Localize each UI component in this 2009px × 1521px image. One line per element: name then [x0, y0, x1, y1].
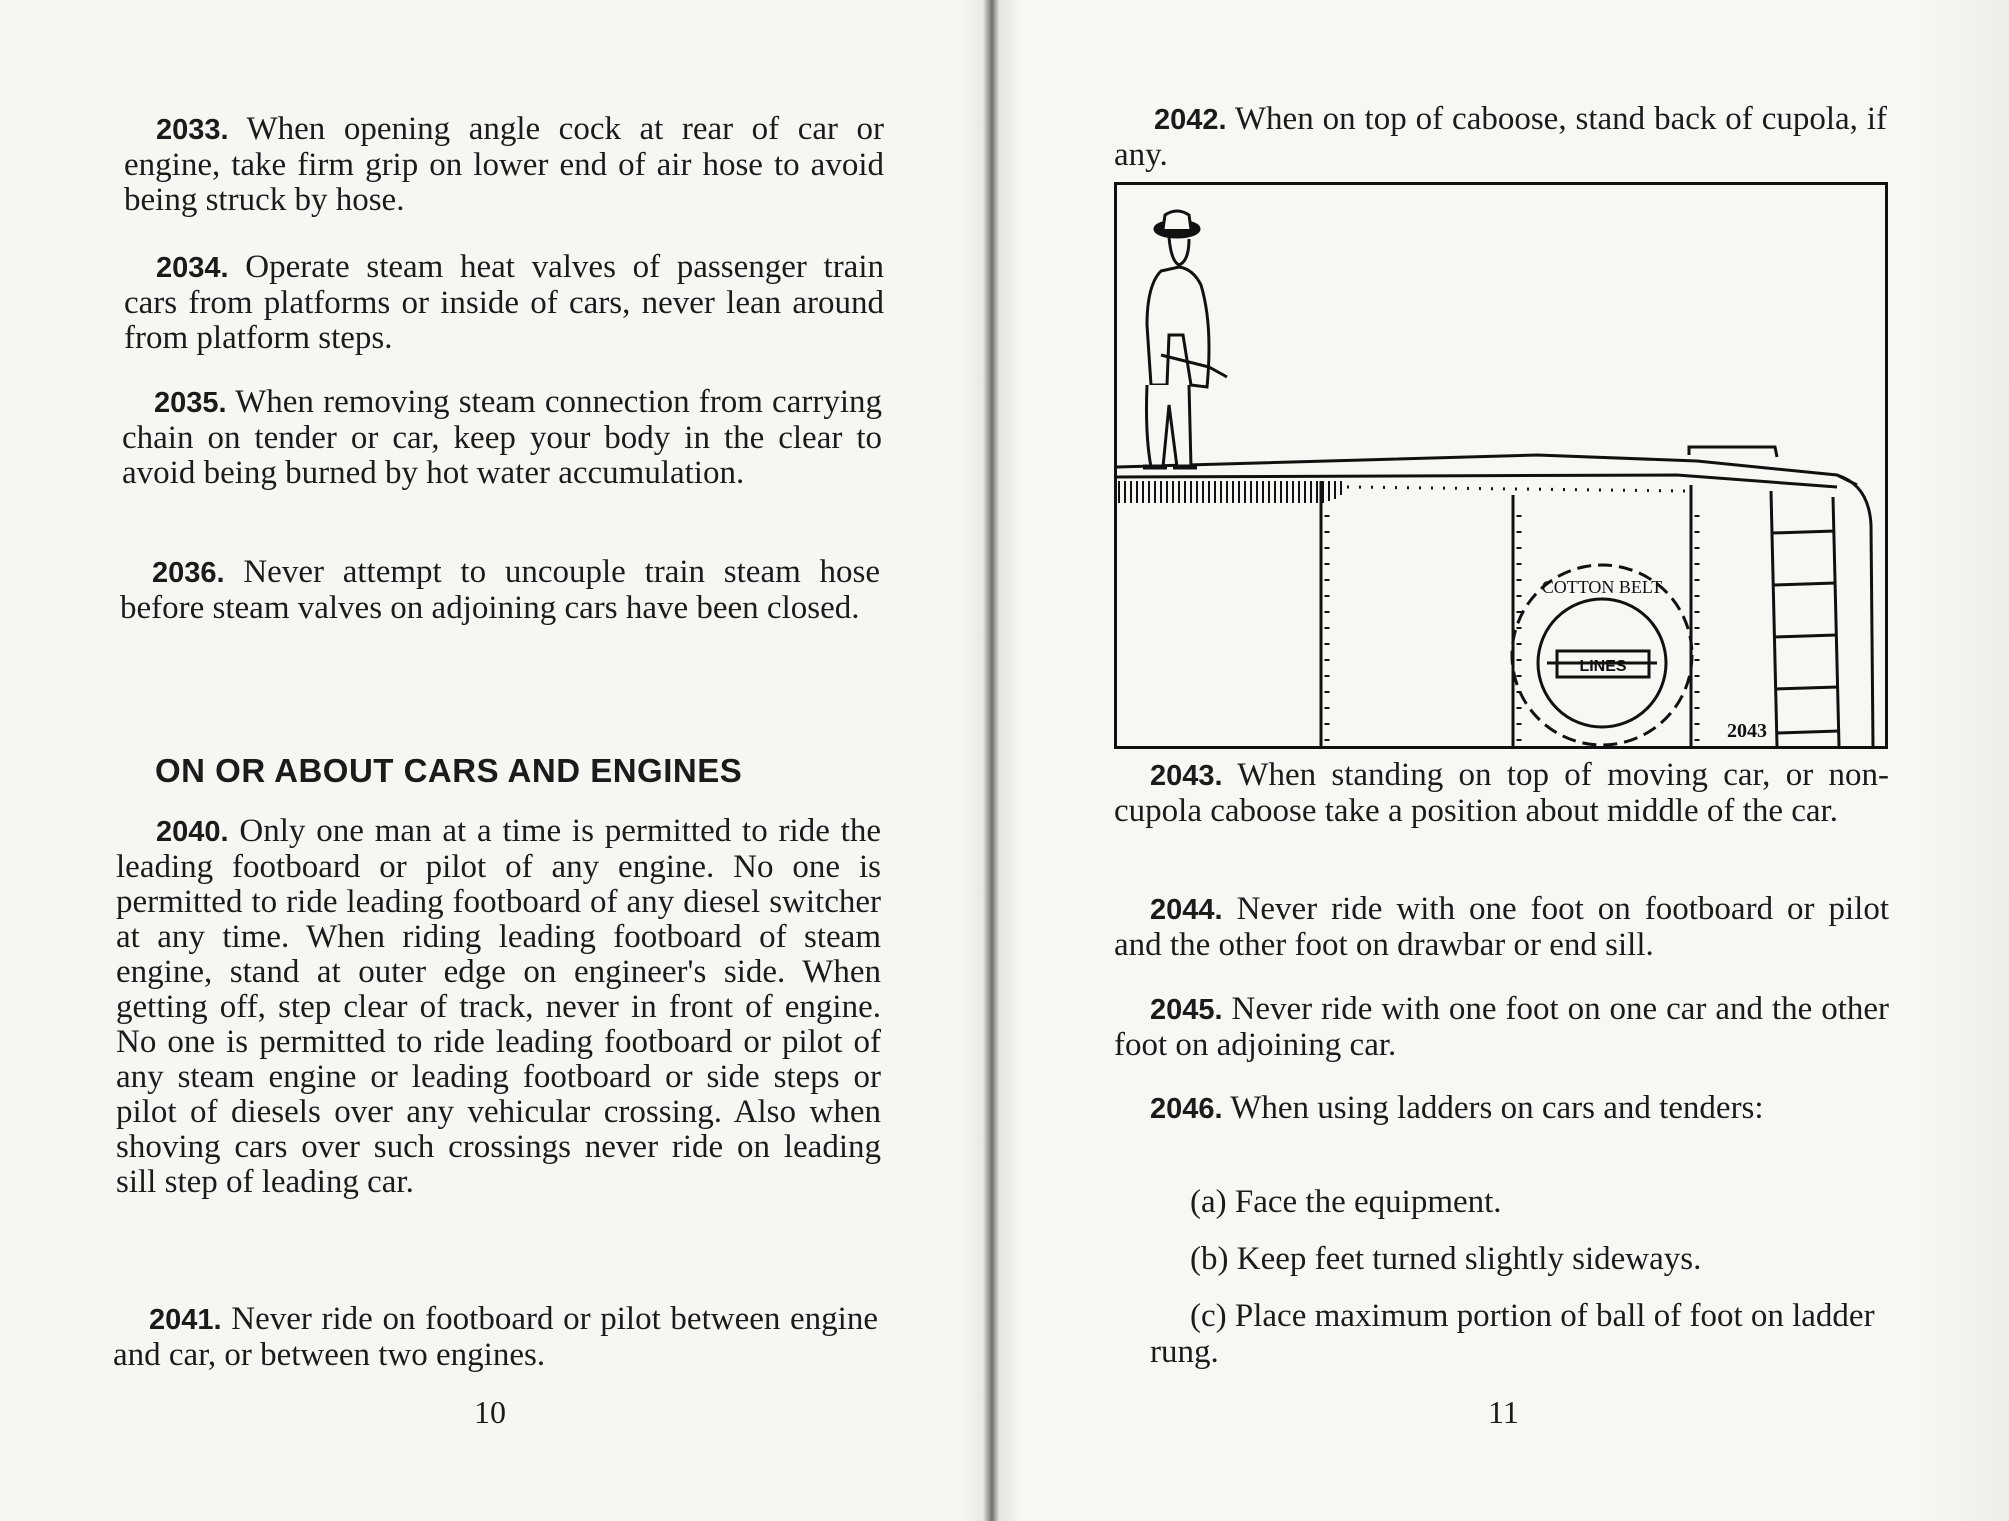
paragraph-2036 [120, 555, 880, 626]
paragraph-2040 [116, 814, 881, 1200]
sub-item-c [1150, 1298, 1890, 1370]
paragraph-2046 [1114, 1091, 1889, 1127]
sub-item-a [1190, 1184, 1890, 1220]
rule-text: Never ride with one foot on one car and the other foot on adjoining car. [1114, 991, 1890, 1063]
rule-text: When using ladders on cars and tenders: [1230, 1090, 1764, 1126]
sub-item-label: (a) [1190, 1184, 1227, 1220]
page-edge-shade [1919, 0, 2009, 1521]
paragraph-2043 [1114, 758, 1889, 829]
emblem-text-center: LINES [1579, 658, 1627, 675]
rule-text: When standing on top of moving car, or non-cupola caboose take a position about middle of the car. [1114, 757, 1890, 829]
left-page [0, 0, 990, 1521]
sub-item-label: (c) [1190, 1298, 1227, 1334]
rule-number: 2043. [1150, 760, 1223, 792]
rule-number: 2046. [1150, 1093, 1223, 1125]
paragraph-2044 [1114, 892, 1889, 963]
rule-number: 2034. [156, 252, 229, 284]
sub-item-label: (b) [1190, 1241, 1229, 1277]
rule-number: 2042. [1154, 104, 1227, 136]
emblem-text-top: COTTON BELT [1541, 577, 1663, 597]
rule-text: Never attempt to uncouple train steam hose before steam valves on adjoining cars have been closed. [120, 554, 881, 626]
rule-number: 2044. [1150, 894, 1223, 926]
rule-text: When removing steam connection from carrying chain on tender or car, keep your body in the clear to avoid being burned by hot water accumulation. [122, 384, 883, 491]
rule-text: Only one man at a time is permitted to ride the leading footboard or pilot of any engine. No one is permitted to ride leading footboard of any diesel switcher at any time. When riding leading footboard of steam engine, stand at outer edge on engineer's side. When getting off, step clear of track, never in front of engine. No one is permitted to ride leading footboard or pilot of any steam engine or leading footboard or side steps or pilot of diesels over any vehicular crossing. Also when shoving cars over such crossings never ride on leading sill step of leading car. [116, 813, 881, 1200]
paragraph-2045 [1114, 992, 1889, 1063]
paragraph-2035 [122, 385, 882, 491]
rule-number: 2045. [1150, 994, 1223, 1026]
rule-text: Never ride on footboard or pilot between engine and car, or between two engines. [113, 1301, 878, 1373]
sub-item-b [1190, 1241, 1890, 1277]
paragraph-2034 [124, 250, 884, 356]
book-gutter [962, 0, 1022, 1521]
page-number: 10 [474, 1394, 506, 1430]
rule-number: 2041. [149, 1304, 222, 1336]
rule-text: Operate steam heat valves of passenger train cars from platforms or inside of cars, never lean around from platform steps. [124, 249, 885, 356]
sub-item-text: Keep feet turned slightly sideways. [1236, 1241, 1702, 1277]
page-number: 11 [1488, 1394, 1519, 1430]
paragraph-2042 [1114, 102, 1887, 173]
rule-number: 2040. [156, 816, 229, 848]
caboose-drawing [1117, 185, 1885, 746]
rule-text: Never ride with one foot on footboard or pilot and the other foot on drawbar or end sill. [1114, 891, 1890, 963]
paragraph-2033 [124, 112, 884, 218]
rule-text: When opening angle cock at rear of car or engine, take firm grip on lower end of air hose to avoid being struck by hose. [124, 111, 884, 218]
sub-item-text: Place maximum portion of ball of foot on ladder rung. [1150, 1298, 1875, 1370]
rule-text: When on top of caboose, stand back of cupola, if any. [1114, 101, 1887, 173]
figure-caption-number: 2043 [1727, 720, 1767, 742]
rule-number: 2036. [152, 557, 225, 589]
rule-number: 2035. [154, 387, 227, 419]
rule-number: 2033. [156, 114, 229, 146]
paragraph-2041 [113, 1302, 878, 1373]
section-heading: ON OR ABOUT CARS AND ENGINES [155, 752, 743, 789]
sub-item-text: Face the equipment. [1234, 1184, 1502, 1220]
caboose-illustration [1114, 182, 1888, 749]
